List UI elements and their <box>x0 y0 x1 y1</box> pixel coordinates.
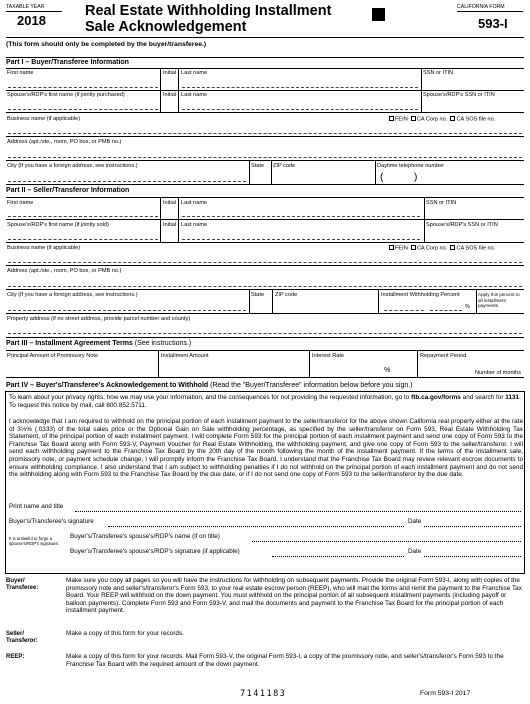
p3-principal-label: Principal Amount of Promissory Note <box>7 353 99 359</box>
p1-phone-paren-close: ) <box>414 172 418 183</box>
p1-initial-label: Initial <box>163 70 177 76</box>
form-code: 7141183 <box>240 689 287 699</box>
spouse-name-label: Buyer's/Transferee's spouse's/RDP's name (if on title) <box>70 533 220 540</box>
p1-ca-sos-checkbox[interactable] <box>450 116 455 121</box>
privacy-link[interactable]: ftb.ca.gov/forms <box>411 394 461 401</box>
p1-fein-checkbox[interactable] <box>389 116 394 121</box>
p1-business-name-label: Business name (if applicable) <box>7 116 81 122</box>
p2-state-label: State <box>251 292 265 298</box>
p3-installment-label: Installment Amount <box>161 353 209 359</box>
buyer-sig-label: Buyer's/Transferee's signature <box>9 518 94 525</box>
print-name-label: Print name and title <box>9 503 64 510</box>
tax-year: 2018 <box>17 13 46 28</box>
p1-spouse-last-label: Last name <box>181 92 208 98</box>
unlawful-forge-note: It is unlawful to forge a spouse's/RDP's signature. <box>9 536 60 547</box>
p2-entity-type: FEIN CA Corp no. CA SOS file no. <box>389 245 495 252</box>
p2-city-label: City (If you have a foreign address, see instructions.) <box>7 292 138 298</box>
registration-mark <box>372 8 385 21</box>
reep-instructions: Make a copy of this form for your records. Mail Form 593-V, the original Form 593-I, a copy of the promissory note, and seller's/transferor's Form 593 to the Franchise Tax Board with the required amount of the down payment. <box>66 653 504 668</box>
spouse-sig-label: Buyer's/Transferee's spouse's/RDP's signature (if applicable) <box>70 548 240 555</box>
p2-spouse-ssn-label: Spouse's/RDP's SSN or ITIN <box>426 222 498 228</box>
form-number: 593-I <box>478 16 508 31</box>
p3-repayment-label: Repayment Period <box>420 353 467 359</box>
p1-spouse-first-label: Spouse's/RDP's first name (if jointly purchased) <box>7 92 125 98</box>
p1-first-name-label: First name <box>7 70 34 76</box>
p2-ca-corp-checkbox[interactable] <box>411 245 416 250</box>
footer-form-label: Form 593-I 2017 <box>420 690 471 697</box>
seller-label: Seller/ Transferor: <box>6 631 38 644</box>
p2-spouse-last-label: Last name <box>181 222 208 228</box>
part1-heading: Part I – Buyer/Transferee Information <box>6 59 129 66</box>
california-form-label: CALIFORNIA FORM <box>457 4 523 12</box>
p2-pct-symbol: % <box>465 304 470 310</box>
p3-months-label: Number of months <box>475 370 522 376</box>
part4-heading: Part IV – Buyer's/Transferee's Acknowledgement to Withhold (Read the "Buyer/Transferee" information below before you sign.) <box>6 382 413 389</box>
seller-instructions: Make a copy of this form for your records. <box>66 630 184 637</box>
taxable-year-label: TAXABLE YEAR <box>6 4 62 12</box>
part3-heading: Part III – Installment Agreement Terms (See instructions.) <box>6 340 192 347</box>
p1-spouse-initial-label: Initial <box>163 92 177 98</box>
spouse-date-label: Date <box>408 548 422 555</box>
form-title-line1: Real Estate Withholding Installment <box>85 3 332 19</box>
p1-phone-label: Daytime telephone number <box>377 163 445 169</box>
p2-business-name-label: Business name (if applicable) <box>7 245 81 251</box>
p2-ca-sos-checkbox[interactable] <box>450 245 455 250</box>
p2-apply-note: Apply this percent to all installment payments. <box>478 292 520 308</box>
p3-pct-symbol: % <box>384 367 391 374</box>
p2-first-name-label: First name <box>7 200 34 206</box>
buyer-label: Buyer/ Transferee: <box>6 578 39 591</box>
p2-zip-label: ZIP code <box>275 292 298 298</box>
p2-withholding-pct-label: Installment Withholding Percent <box>381 292 460 298</box>
buyer-instructions: Make sure you copy all pages so you will have the instructions for withholding on subsequent payments. Provide the original Form 593-I, along with copies of the promissory note and seller's/transferor's Form 593, to your real estate escrow person (REEP), who will mail the forms and remit the payment to the Franchise Tax Board. Your REEP will withhold on the down payment. You must withhold on the principal portion of all subsequent installment payments (including payoff or balloon payments). Complete Form 593 and Form 593-V, and mail the documents and payment to the Franchise Tax Board for the principal portion of each installment payment. <box>66 577 522 615</box>
privacy-notice: To learn about your privacy rights, how we may use your information, and the consequences for not providing the requested information, go to ftb.ca.gov/forms and search for 1131. To request this notice by mail, call 800.852.5711. <box>9 394 521 409</box>
p2-last-name-label: Last name <box>181 200 208 206</box>
p2-initial-label: Initial <box>163 200 177 206</box>
p1-ca-corp-checkbox[interactable] <box>411 116 416 121</box>
p3-interest-label: Interest Rate <box>312 353 345 359</box>
p2-address-label: Address (apt./ste., room, PO box, or PMB no.) <box>7 268 122 274</box>
p2-ssn-label: SSN or ITIN <box>426 200 457 206</box>
part2-heading: Part II – Seller/Transferor Information <box>6 187 130 194</box>
form-title-line2: Sale Acknowledgement <box>85 19 247 35</box>
buyer-date-label: Date <box>408 518 422 525</box>
acknowledgement-text: I acknowledge that I am required to withhold on the principal portion of each installment payment to the seller/transferor for the above shown California real property either at the rate of 3⅓% (.0333) of the total sales price or the Optional Gain on Sale withholding percentage, as specified by the seller/transferor on Form 593, Real Estate Withholding Tax Statement, of the principal portion of each installment payment. I will complete Form 593 for the principal portion of each installment payment and send one copy of Form 593 to the Franchise Tax Board along with Form 593-V, Payment Voucher for Real Estate Withholding, the withholding payment, and give one copy of Form 593 to the seller/transferor. I will send each withholding payment to the Franchise Tax Board by the 20th day of the month following the month of the installment payment. If the terms of the installment sale, promissory note, or payment schedule change, I will promptly inform the Franchise Tax Board. I understand that the Franchise Tax Board may review relevant escrow documents to ensure withholding compliance. I also understand that I am subject to withholding penalties if I do not withhold on the principal portion of each installment payment and do not send the withholding along with Form 593 to the Franchise Tax Board by the due date, or if I do not send one copy of Form 593 to the seller/transferor by the due date. <box>9 418 523 479</box>
p2-property-address-label: Property address (if no street address, provide parcel number and county) <box>7 316 191 322</box>
p2-fein-checkbox[interactable] <box>389 245 394 250</box>
completed-by-note: (This form should only be completed by the buyer/transferee.) <box>6 41 207 48</box>
p1-last-name-label: Last name <box>181 70 208 76</box>
reep-label: REEP: <box>6 654 25 660</box>
p1-address-label: Address (apt./ste., room, PO box, or PMB no.) <box>7 139 122 145</box>
p2-spouse-initial-label: Initial <box>163 222 177 228</box>
p1-city-label: City (If you have a foreign address, see instructions.) <box>7 163 138 169</box>
p1-entity-type: FEIN CA Corp no. CA SOS file no. <box>389 116 495 123</box>
p1-ssn-label: SSN or ITIN <box>423 70 454 76</box>
p1-spouse-ssn-label: Spouse's/RDP's SSN or ITIN <box>423 92 495 98</box>
p2-spouse-first-label: Spouse's/RDP's first name (if jointly sold) <box>7 222 109 228</box>
p1-state-label: State <box>251 163 265 169</box>
p1-phone-paren-open: ( <box>380 172 384 183</box>
p1-zip-label: ZIP code <box>273 163 296 169</box>
